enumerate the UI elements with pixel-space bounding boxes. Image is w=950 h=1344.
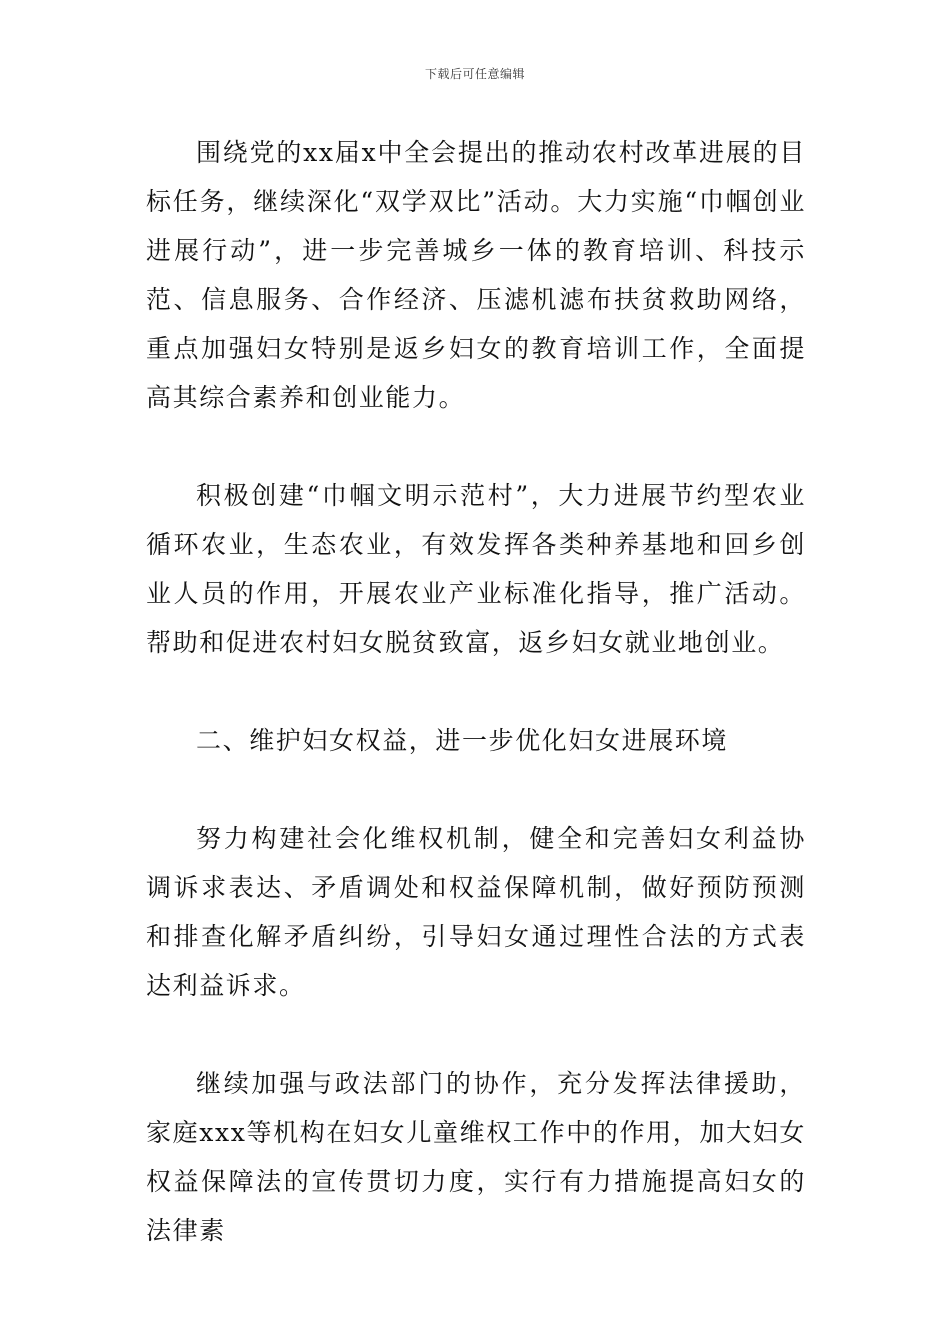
header-note: 下载后可任意编辑 (424, 67, 525, 81)
paragraph-4: 继续加强与政法部门的协作，充分发挥法律援助，家庭xxx等机构在妇女儿童维权工作中的作用，加大妇女权益保障法的宣传贯切力度，实行有力措施提高妇女的法律素 (146, 1069, 806, 1245)
paragraph-2: 积极创建“巾帼文明示范村”，大力进展节约型农业循环农业，生态农业，有效发挥各类种养基地和回乡创业人员的作用，开展农业产业标准化指导，推广活动。帮助和促进农村妇女脱贫致富，返乡妇女就业地创业。 (146, 481, 806, 657)
document-body (146, 128, 806, 1255)
section-heading: 二、维护妇女权益，进一步优化妇女进展环境 (196, 726, 729, 755)
paragraph-1: 围绕党的xx届x中全会提出的推动农村改革进展的目标任务，继续深化“双学双比”活动。大力实施“巾帼创业进展行动”，进一步完善城乡一体的教育培训、科技示范、信息服务、合作经济、压滤机滤布扶贫救助网络，重点加强妇女特别是返乡妇女的教育培训工作，全面提高其综合素养和创业能力。 (146, 138, 806, 412)
paragraph-3: 努力构建社会化维权机制，健全和完善妇女利益协调诉求表达、矛盾调处和权益保障机制，做好预防预测和排查化解矛盾纠纷，引导妇女通过理性合法的方式表达利益诉求。 (146, 824, 806, 1000)
